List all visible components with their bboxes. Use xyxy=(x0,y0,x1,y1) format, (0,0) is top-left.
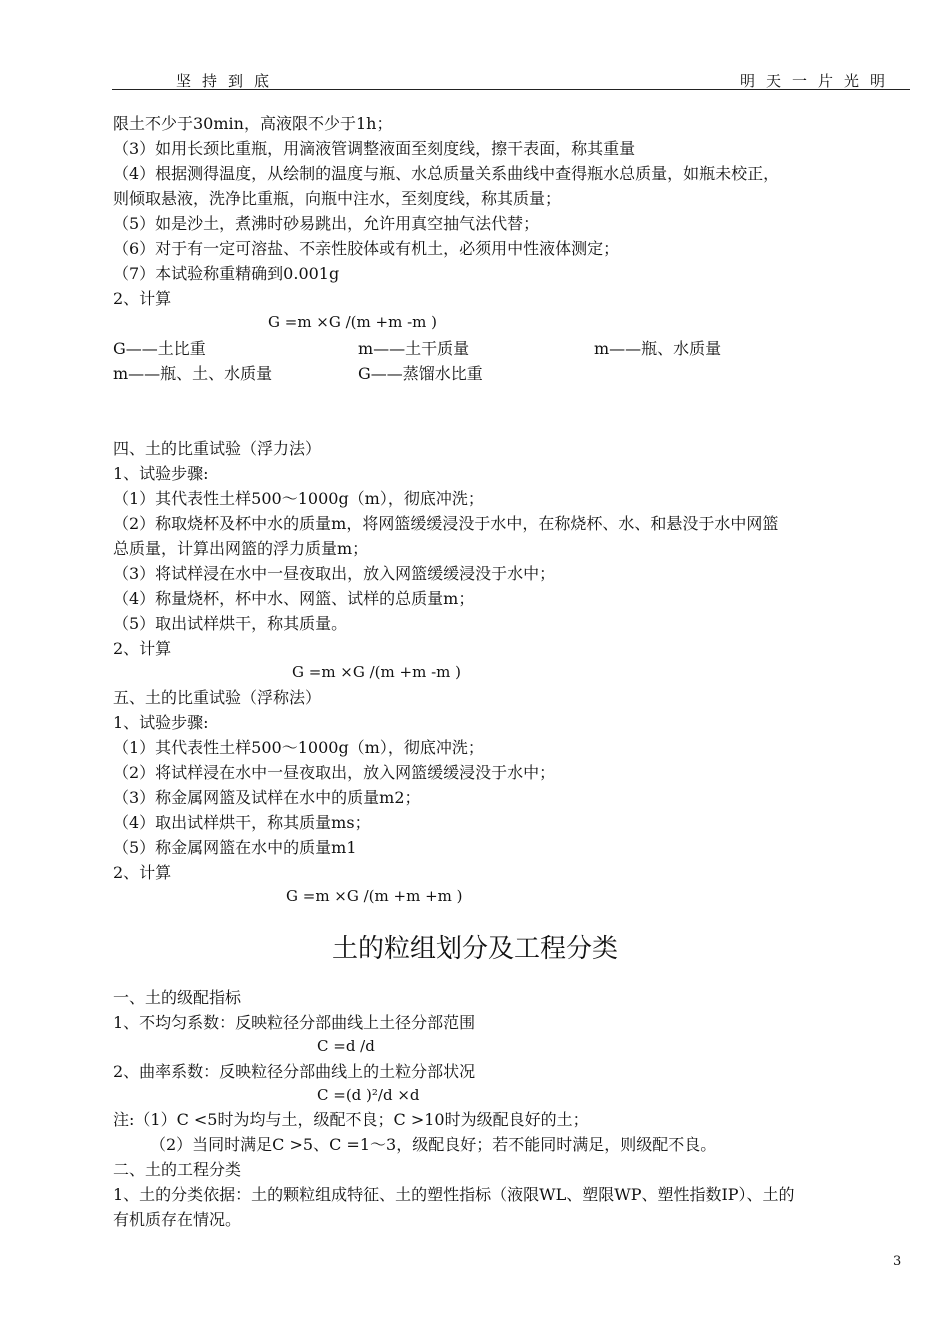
text-line: （7）本试验称重精确到0.001g xyxy=(113,264,340,283)
text-line: 1、试验步骤: xyxy=(113,713,209,732)
text-line: 2、曲率系数：反映粒径分部曲线上的土粒分部状况 xyxy=(113,1062,476,1081)
note-line: 注:（1）C <5时为均与土，级配不良；C >10时为级配良好的土； xyxy=(113,1110,589,1129)
formula-pycnometer: G =m ×G /(m +m -m ) xyxy=(268,313,437,331)
text-line: 则倾取悬液，洗净比重瓶，向瓶中注水，至刻度线，称其质量； xyxy=(113,189,562,208)
text-line: （1）其代表性土样500～1000g（m），彻底冲洗； xyxy=(113,738,484,757)
text-line: 限土不少于30min，高液限不少于1h； xyxy=(113,114,393,133)
text-line: （2）称取烧杯及杯中水的质量m，将网篮缓缓浸没于水中，在称烧杯、水、和悬没于水中网篮 xyxy=(113,514,779,533)
formula-cc: C =(d )²/d ×d xyxy=(317,1086,420,1104)
text-line: （3）称金属网篮及试样在水中的质量m2； xyxy=(113,788,421,807)
text-line: （5）如是沙土，煮沸时砂易跳出，允许用真空抽气法代替； xyxy=(113,214,540,233)
def-ms: m——土干质量 xyxy=(358,339,470,358)
text-line: （4）根据测得温度，从绘制的温度与瓶、水总质量关系曲线中查得瓶水总质量，如瓶未校正， xyxy=(113,164,780,183)
text-line: 1、试验步骤: xyxy=(113,464,209,483)
text-line: （2）将试样浸在水中一昼夜取出，放入网篮缓缓浸没于水中； xyxy=(113,763,556,782)
text-line: （3）将试样浸在水中一昼夜取出，放入网篮缓缓浸没于水中； xyxy=(113,564,556,583)
text-line: （4）称量烧杯，杯中水、网篮、试样的总质量m； xyxy=(113,589,475,608)
text-line: 二、土的工程分类 xyxy=(113,1160,242,1179)
section-title: 土的粒组划分及工程分类 xyxy=(331,934,618,964)
formula-buoyancy: G =m ×G /(m +m -m ) xyxy=(292,663,461,681)
text-line: 2、计算 xyxy=(113,289,172,308)
text-line: 五、土的比重试验（浮称法） xyxy=(113,688,322,707)
text-line: 四、土的比重试验（浮力法） xyxy=(113,439,322,458)
def-gs: G——土比重 xyxy=(113,339,206,358)
text-line: （4）取出试样烘干，称其质量ms； xyxy=(113,813,371,832)
page-number: 3 xyxy=(893,1254,902,1269)
text-line: 一、土的级配指标 xyxy=(113,988,242,1007)
def-m2: m——瓶、土、水质量 xyxy=(113,364,273,383)
text-line: 有机质存在情况。 xyxy=(113,1210,242,1229)
def-gwt: G——蒸馏水比重 xyxy=(358,364,483,383)
formula-floating-weighing: G =m ×G /(m +m +m ) xyxy=(286,887,463,905)
text-line: 1、土的分类依据：土的颗粒组成特征、土的塑性指标（液限WL、塑限WP、塑性指数IP）、土的 xyxy=(113,1185,795,1204)
note-line: （2）当同时满足C >5、C =1～3，级配良好；若不能同时满足，则级配不良。 xyxy=(150,1135,717,1154)
header-rule xyxy=(112,89,910,90)
text-line: 1、不均匀系数：反映粒径分部曲线上土径分部范围 xyxy=(113,1013,476,1032)
text-line: （5）称金属网篮在水中的质量m1 xyxy=(113,838,357,857)
text-line: 2、计算 xyxy=(113,863,172,882)
def-m1: m——瓶、水质量 xyxy=(594,339,722,358)
header-right: 明天一片光明 xyxy=(740,72,897,90)
formula-cu: C =d /d xyxy=(317,1037,375,1055)
text-line: 2、计算 xyxy=(113,639,172,658)
text-line: （6）对于有一定可溶盐、不亲性胶体或有机土，必须用中性液体测定； xyxy=(113,239,620,258)
header-left: 坚持到底 xyxy=(176,72,281,90)
text-line: （5）取出试样烘干，称其质量。 xyxy=(113,614,348,633)
text-line: （1）其代表性土样500～1000g（m），彻底冲洗； xyxy=(113,489,484,508)
text-line: （3）如用长颈比重瓶，用滴液管调整液面至刻度线，擦干表面，称其重量 xyxy=(113,139,636,158)
text-line: 总质量，计算出网篮的浮力质量m； xyxy=(113,539,369,558)
